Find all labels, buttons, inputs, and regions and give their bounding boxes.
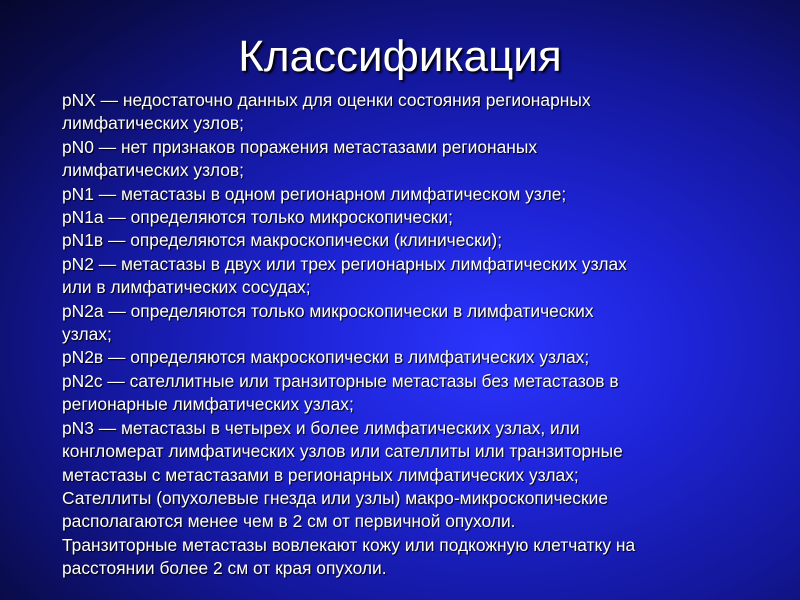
body-line: pN1 — метастазы в одном регионарном лимфатическом узле; (62, 183, 567, 204)
body-line: pN2c — сателлитные или транзиторные метастазы без метастазов в (62, 370, 619, 391)
body-line: pN1в — определяются макроскопически (клинически); (62, 230, 503, 251)
body-line: метастазы с метастазами в регионарных лимфатических узлах; (62, 464, 579, 485)
body-line: pN1a — определяются только микроскопически; (62, 207, 453, 228)
slide-title: Классификация (238, 32, 562, 81)
slide-body (62, 89, 732, 581)
body-line: Транзиторные метастазы вовлекают кожу или подкожную клетчатку на (62, 534, 636, 555)
body-line: располагаются менее чем в 2 см от первичной опухоли. (62, 511, 516, 532)
body-line: лимфатических узлов; (62, 160, 244, 181)
body-line: pN2a — определяются только микроскопически в лимфатических (62, 300, 594, 321)
body-line: лимфатических узлов; (62, 113, 244, 134)
body-line: узлах; (62, 324, 112, 345)
body-line: расстоянии более 2 см от края опухоли. (62, 558, 387, 579)
body-line: или в лимфатических сосудах; (62, 277, 311, 298)
body-line: pN2в — определяются макроскопически в лимфатических узлах; (62, 347, 590, 368)
body-line: pN0 — нет признаков поражения метастазами регионаных (62, 136, 538, 157)
body-line: конгломерат лимфатических узлов или сателлиты или транзиторные (62, 441, 623, 462)
body-line: Сателлиты (опухолевые гнезда или узлы) макро-микроскопические (62, 487, 608, 508)
body-line: регионарные лимфатических узлах; (62, 394, 354, 415)
body-line: pN2 — метастазы в двух или трех регионарных лимфатических узлах (62, 253, 627, 274)
body-line: pNX — недостаточно данных для оценки состояния регионарных (62, 90, 591, 110)
body-line: pN3 — метастазы в четырех и более лимфатических узлах, или (62, 417, 580, 438)
